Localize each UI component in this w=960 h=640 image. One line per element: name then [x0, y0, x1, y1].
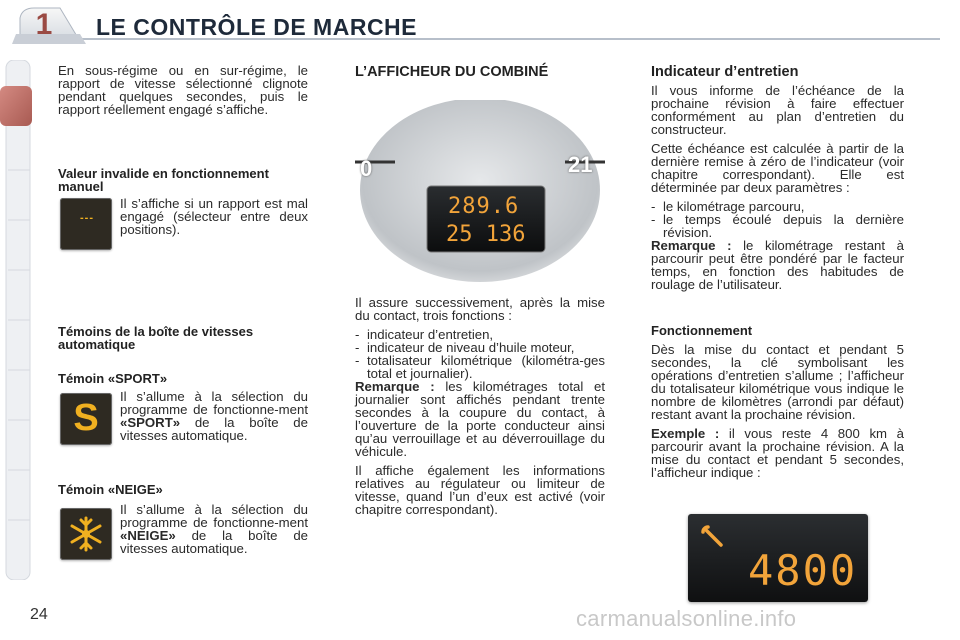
exemple-label: Exemple : [651, 426, 720, 441]
right-remarque-label: Remarque : [651, 238, 732, 253]
sport-text [120, 390, 308, 442]
chapter-title: LE CONTRÔLE DE MARCHE [96, 14, 417, 40]
middle-title: L’AFFICHEUR DU COMBINÉ [355, 64, 549, 80]
exemple [651, 427, 904, 479]
middle-list [355, 328, 605, 380]
fonct-title: Fonctionnement [651, 323, 753, 338]
dial-left-number: 0 [360, 156, 373, 181]
sport-text-b: de la boîte de vitesses automatique. [120, 415, 308, 443]
list-item: - le kilométrage parcouru, [651, 200, 904, 213]
exemple-text: il vous reste 4 800 km à parcourir avant la prochaine révision. A la mise du contact et pendant 5 secondes, l’afficheur indique : [651, 426, 904, 480]
neige-text-bold: «NEIGE» [120, 528, 176, 543]
right-title: Indicateur d’entretien [651, 64, 799, 80]
list-item: - indicateur d’entretien, [355, 328, 605, 341]
fonct-text: Dès la mise du contact et pendant 5 secondes, la clé symbolisant les opérations d’entretien s’allume ; l’afficheur du totalisateur kilométrique vous indique le nombre de kilomètres (arrondi par défaut) restant avant la prochaine révision. [651, 342, 904, 422]
right-p2: Cette échéance est calculée à partir de la dernière remise à zéro de l’indicateur (voir chapitre correspondant). Elle est déterminée par deux paramètres : [651, 141, 904, 195]
invalid-gear-icon [60, 198, 112, 250]
list-item: - le temps écoulé depuis la dernière révision. [651, 213, 904, 239]
invalid-title: Valeur invalide en fonctionnement manuel [58, 166, 269, 194]
right-body [651, 84, 904, 291]
watermark: carmanualsonline.info [576, 606, 797, 631]
sport-title: Témoin «SPORT» [58, 371, 168, 386]
service-display [688, 514, 868, 602]
wrench-icon [700, 524, 726, 550]
list-item: - totalisateur kilométrique (kilométra-ges total et journalier). [355, 354, 605, 380]
middle-remarque-label: Remarque : [355, 379, 435, 394]
middle-remarque-text: les kilométrages total et journalier sont affichés pendant trente secondes à la coupure du contact, à l’ouverture de la porte conducteur ainsi qu’au verrouillage et au déverrouillage du véhicule. [355, 379, 605, 459]
left-intro: En sous-régime ou en sur-régime, le rapport de vitesse sélectionné clignote pendant quelques secondes, puis le rapport réellement engagé s’affiche. [58, 63, 308, 117]
dial-right-number: 21 [568, 152, 593, 177]
sport-text-a: Il s’allume à la sélection du programme de fonctionne-ment [120, 389, 308, 417]
right-list [651, 200, 904, 239]
right-remarque-text: le kilométrage restant à parcourir peut être pondéré par le facteur temps, en fonction des habitudes de roulage de l’utilisateur. [651, 238, 904, 292]
chapter-number: 1 [35, 8, 53, 41]
snowflake-icon [60, 508, 112, 560]
invalid-gear-glyph: - - - [79, 212, 93, 224]
page-number: 24 [30, 606, 48, 623]
cluster-display-image [355, 100, 605, 282]
snowflake-glyph [60, 508, 112, 560]
auto-title: Témoins de la boîte de vitesses automatique [58, 324, 254, 352]
service-display-value: 4800 [748, 546, 858, 595]
side-tabs [0, 60, 40, 580]
sport-text-bold: «SPORT» [120, 415, 181, 430]
list-item: - indicateur de niveau d’huile moteur, [355, 341, 605, 354]
neige-title: Témoin «NEIGE» [58, 482, 163, 497]
right-p1: Il vous informe de l’échéance de la prochaine révision à faire effectuer conformément au plan d’entretien du constructeur. [651, 83, 904, 137]
middle-last: Il affiche également les informations relatives au régulateur ou limiteur de vitesse, quand l’un d’eux est activé (voir chapitre correspondant). [355, 463, 605, 517]
neige-text-a: Il s’allume à la sélection du programme de fonctionne-ment [120, 502, 308, 530]
middle-body [355, 296, 605, 516]
sport-indicator-icon [60, 393, 112, 445]
invalid-text: Il s’affiche si un rapport est mal engagé (sélecteur entre deux positions). [120, 196, 308, 237]
display-trip-value: 289.6 [448, 194, 520, 219]
right-remarque [651, 239, 904, 291]
middle-intro: Il assure successivement, après la mise du contact, trois fonctions : [355, 295, 605, 323]
sport-glyph: S [73, 397, 99, 439]
middle-remarque [355, 380, 605, 458]
neige-text [120, 503, 308, 555]
neige-text-b: de la boîte de vitesses automatique. [120, 528, 308, 556]
fonct-body [651, 343, 904, 479]
display-total-value: 25 136 [446, 222, 526, 247]
